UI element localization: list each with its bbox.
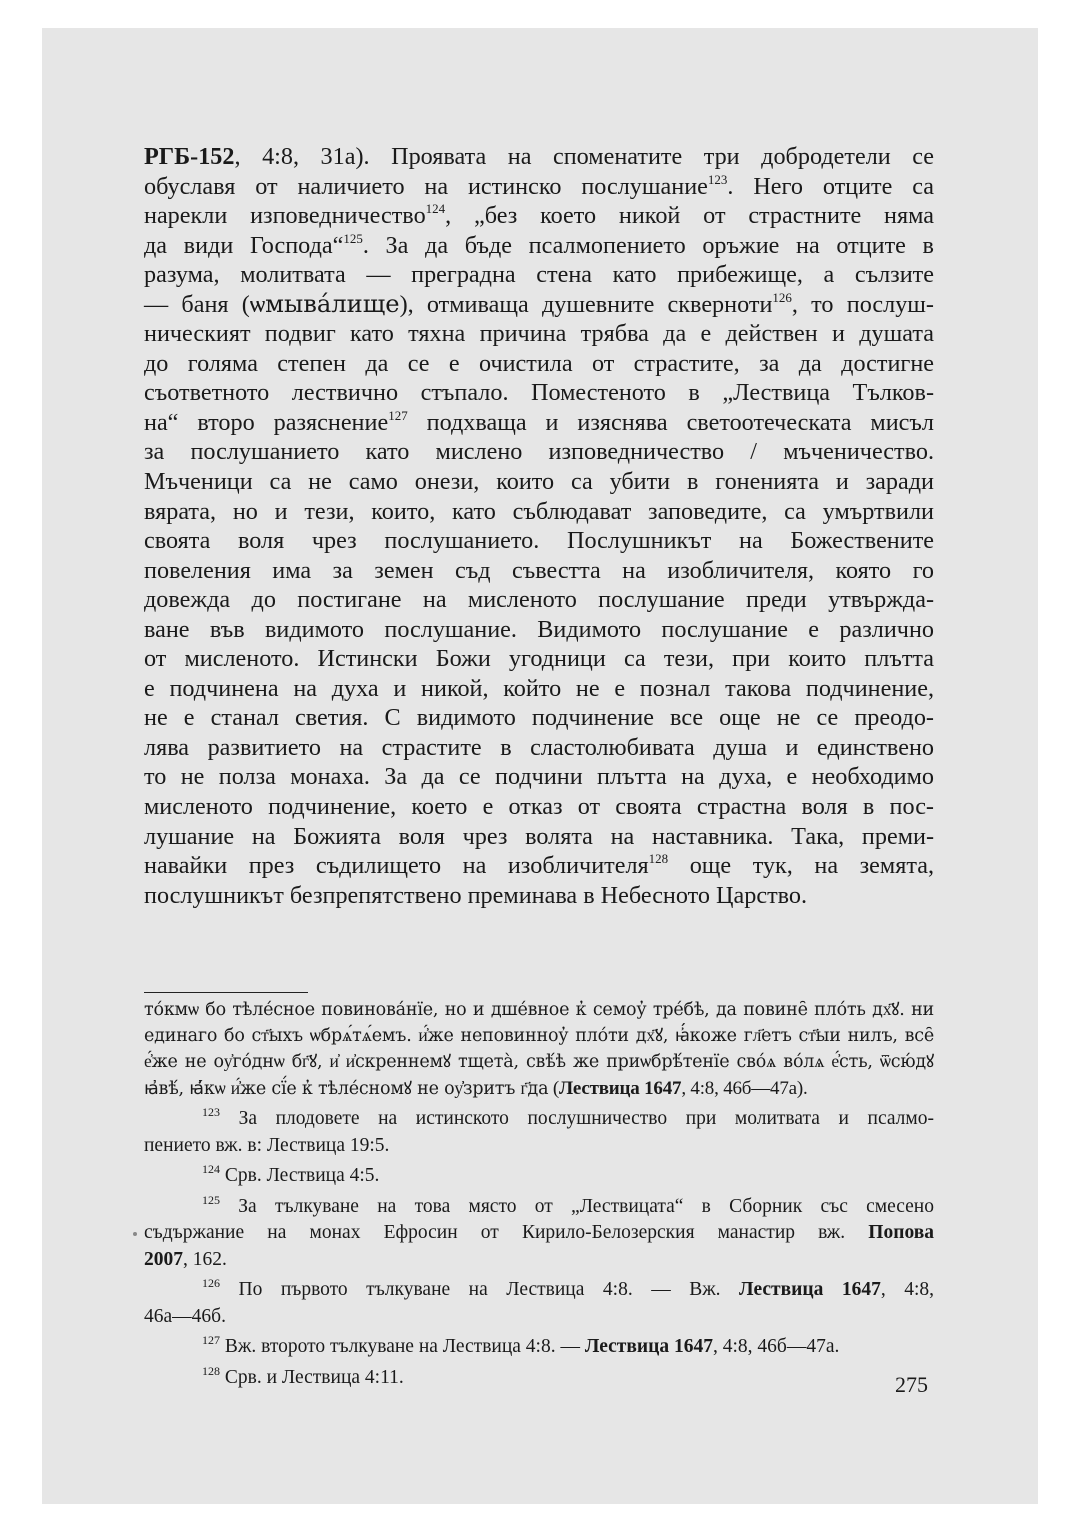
text-line: разума, молитвата — преградна стена като прибежище, а сълзите xyxy=(144,261,934,289)
footnote-number: 124 xyxy=(202,1162,220,1176)
text-line: довежда до постигане на мисленото послушание преди утвържда- xyxy=(144,586,934,614)
text-line: мисленото подчинение, което е отказ от своята страстна воля в пос- xyxy=(144,793,934,821)
text-line: обуславя от наличието на истинско послушание$^{123}$. Него отците са xyxy=(144,171,935,200)
text-line: не е станал светия. С видимото подчинение все още не се преодо- xyxy=(144,704,934,732)
footnote-number: 128 xyxy=(202,1363,220,1378)
text-line: Мъченици са не само онези, които са убити в гоненията и заради xyxy=(144,468,934,496)
footnote-ref[interactable]: 125 xyxy=(343,230,363,246)
footnote-divider xyxy=(144,992,308,993)
footnote-ref[interactable]: 123 xyxy=(707,171,728,187)
footnotes xyxy=(144,997,934,1391)
quote-line: е҆́же не оу҆го́днѡ бг҃ꙋ, и҆ и҆скреннемꙋ тщета̀, свѣ́ѣ же приѡбрѣ́тенїе сво́ѧ во́лѧ е҆́сть, ѿсю́дꙋ xyxy=(144,1052,934,1072)
text-line: повеления има за земен съд съвестта на изобличителя, която го xyxy=(144,556,934,584)
ink-speck xyxy=(133,1232,137,1236)
text-line: лушание на Божията воля чрез волята на наставника. Така, преми- xyxy=(144,822,934,850)
church-slavonic-word: ѡмыва́лище xyxy=(249,289,400,318)
footnote-number: 123 xyxy=(202,1105,220,1119)
text-line: за послушанието като мислено изповедничество / мъченичество. xyxy=(144,438,934,466)
quote-line: ꙗ҆вѣ́, ꙗ҆́кѡ и҆́же сї́е к̓ тѣле́сномꙋ не оу҆̓зритъ г҃да (Лествица 1647, 4:8, 46б—47а). xyxy=(144,1078,808,1099)
text-line: на“ второ разяснение$^{127}$ подхваща и изяснява светоотеческата мисъл xyxy=(144,407,934,436)
text-line: нарекли изповедничество$^{124}$, „без което никой от страстните няма xyxy=(144,201,934,230)
page-number: 275 xyxy=(895,1372,928,1397)
footnote-124: $^{124}$ Срв. Лествица 4:5. xyxy=(202,1162,380,1186)
footnote-number: 127 xyxy=(202,1333,220,1347)
text-line: ническият подвиг като тяхна причина трябва да е действен и душата xyxy=(144,320,934,348)
footnote-ref[interactable]: 127 xyxy=(388,407,408,423)
text-line: съответното лествично стъпало. Поместеното в „Лествица Тълков- xyxy=(144,379,934,407)
footnote-128: $^{128}$ Срв. и Лествица 4:11. xyxy=(202,1363,404,1388)
text-line: ване във видимото послушание. Видимото послушание е различно xyxy=(144,615,934,643)
text-line: да види Господа“$^{125}$. За да бъде псалмопението оръжие на отците в xyxy=(144,230,934,259)
text-line: вярата, но и тези, които, като съблюдават заповедите, са умъртвили xyxy=(144,497,934,525)
text-line: — баня (ѡмыва́лище), отмиваща душевните скверноти$^{126}$, то послуш- xyxy=(144,289,934,318)
source-siglum: РГБ-152 xyxy=(144,143,235,170)
text-line: РГБ-152, 4:8, 31а). Проявата на споменатите три добродетели се xyxy=(144,143,934,170)
footnote-number: 125 xyxy=(202,1192,220,1207)
footnote-126: $^{126}$ По първото тълкуване на Лествица 4:8. — Вж. Лествица 1647, 4:8, 46а—46б. xyxy=(144,1276,934,1327)
text-line: е подчинена на духа и никой, който не е познал такова подчинение, xyxy=(144,674,934,702)
quote-line: единаго бо ст҃ыхъ ѡбрѧ́тѧ́емъ. и҆́же неповинноу̓ пло́ти дх҃ꙋ, ꙗ҆́коже гл҃етъ ст҃ыи нилъ, все̑ xyxy=(144,1026,934,1046)
text-line: лява развитието на страстите в сластолюбивата душа и единствено xyxy=(144,733,934,761)
text-line: до голяма степен да се е очистила от страстите, за да достигне xyxy=(144,349,934,377)
main-text xyxy=(144,142,934,910)
footnote-ref[interactable]: 124 xyxy=(425,201,446,217)
text-line: своята воля чрез послушанието. Послушникът на Божествените xyxy=(144,527,934,555)
quote-line: то́кмѡ бо тѣле́сное повинова́нїе, но и дше́вное к̓ семоу̓ тре́бѣ, да повине̑ пло́ть дх҃ꙋ. ни xyxy=(144,1000,934,1020)
footnote-123: $^{123}$ За плодовете на истинското послушничество при молитвата и псалмо- пението вж. в: Лествица 19:5. xyxy=(144,1105,934,1156)
text-line: послушникът безпрепятствено преминава в Небесното Царство. xyxy=(144,881,808,909)
footnote-ref[interactable]: 126 xyxy=(772,289,792,305)
text-line: навайки през съдилището на изобличителя$^{128}$ още тук, на земята, xyxy=(144,851,934,880)
church-slavonic-quote xyxy=(144,997,934,1102)
text-line: от мисленото. Истински Божи угодници са тези, при които плътта xyxy=(144,645,934,673)
text-line: то не полза монаха. За да се подчини плътта на духа, е необходимо xyxy=(144,763,934,791)
footnote-ref[interactable]: 128 xyxy=(648,851,669,867)
footnote-number: 126 xyxy=(202,1276,220,1290)
footnote-127: $^{127}$ Вж. второто тълкуване на Лествица 4:8. — Лествица 1647, 4:8, 46б—47а. xyxy=(202,1333,840,1357)
footnote-125: $^{125}$ За тълкуване на това място от „Лествицата“ в Сборник със смесено съдържание на монах Ефросин от Кирило-Белозерския манастир вж. Попова 2007, 162. xyxy=(144,1192,934,1270)
